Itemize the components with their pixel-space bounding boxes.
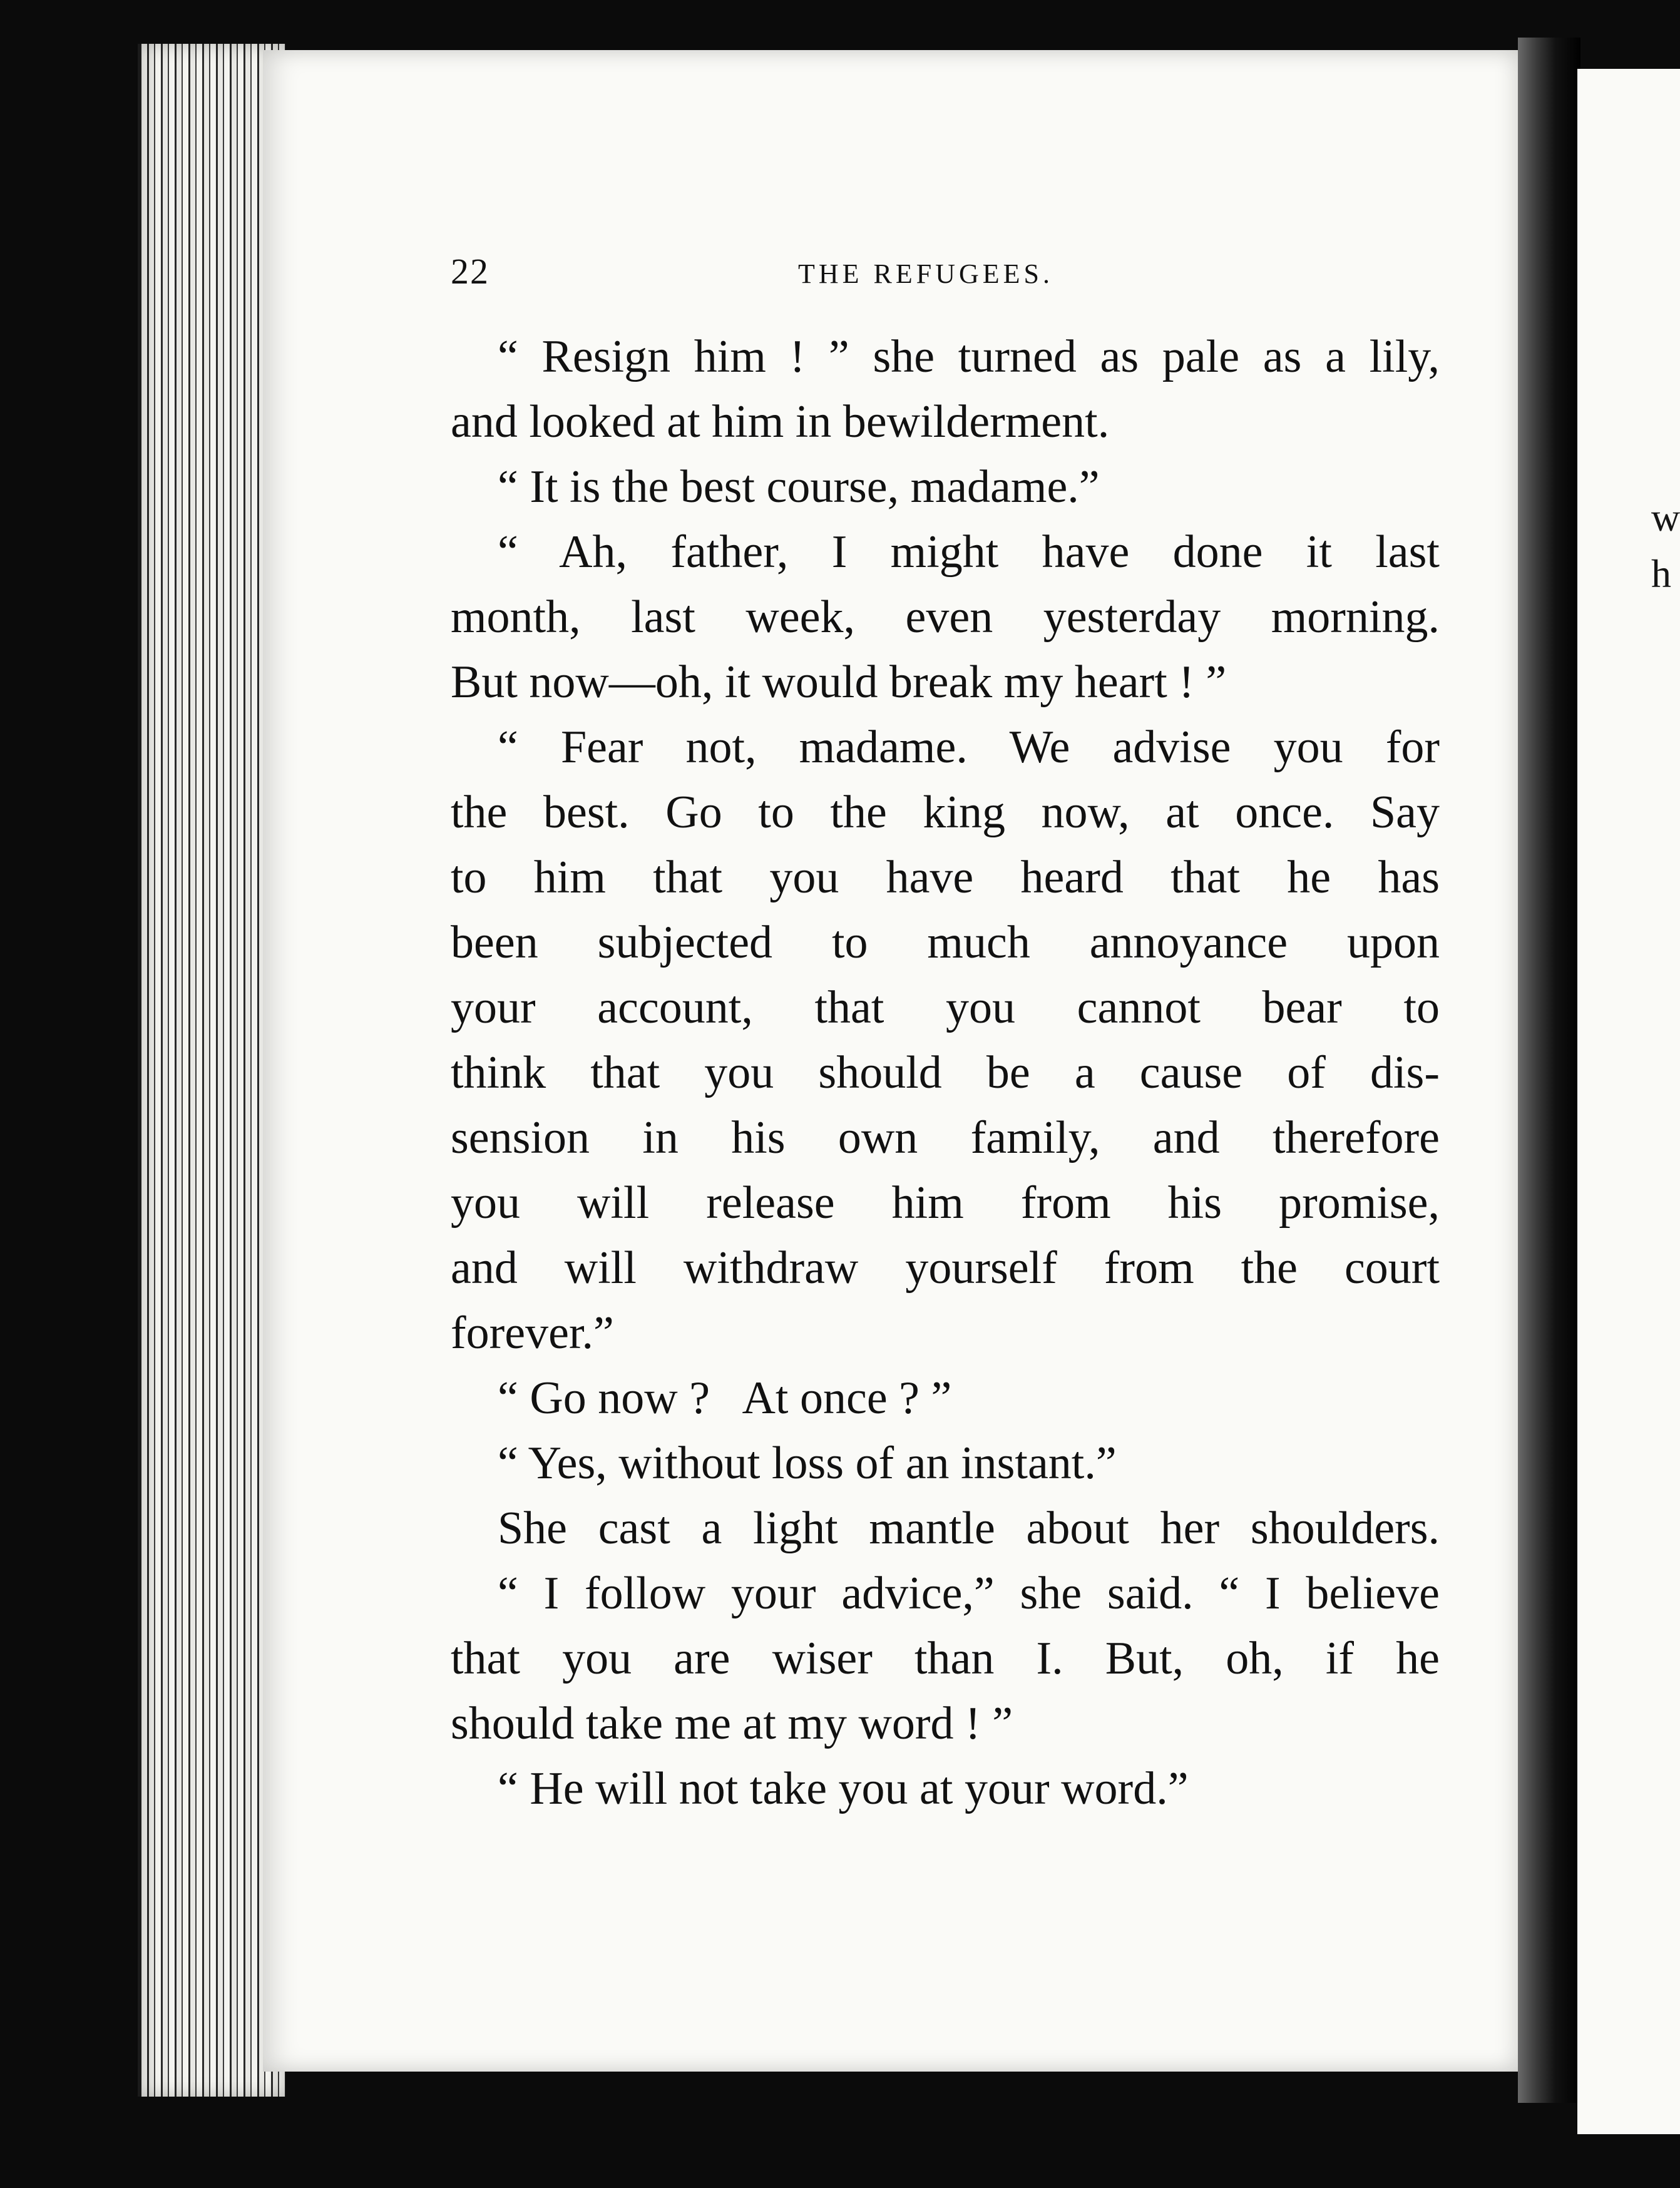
text-line: “ I follow your advice,” she said. “ I believe xyxy=(498,1568,1440,1619)
text-line: the best. Go to the king now, at once. Say xyxy=(451,787,1440,838)
text-line: and will withdraw yourself from the court xyxy=(451,1242,1440,1294)
text-line: think that you should be a cause of dis- xyxy=(451,1047,1440,1098)
text-line: month, last week, even yesterday morning. xyxy=(451,591,1440,643)
text-line: you will release him from his promise, xyxy=(451,1177,1440,1229)
facing-page-fragment: w xyxy=(1651,495,1680,539)
book-gutter xyxy=(1518,38,1580,2103)
text-line: “ Fear not, madame. We advise you for xyxy=(498,722,1440,773)
text-line: She cast a light mantle about her shoulders. xyxy=(498,1503,1440,1554)
text-line: “ Yes, without loss of an instant.” xyxy=(498,1438,1117,1489)
text-line: “ It is the best course, madame.” xyxy=(498,461,1100,513)
text-line: “ He will not take you at your word.” xyxy=(498,1763,1189,1814)
facing-page xyxy=(1577,69,1680,2134)
text-line: “ Ah, father, I might have done it last xyxy=(498,526,1440,578)
text-line: been subjected to much annoyance upon xyxy=(451,917,1440,968)
running-title: THE REFUGEES. xyxy=(798,258,1053,289)
text-line: sension in his own family, and therefore xyxy=(451,1112,1440,1163)
text-line: “ Go now ? At once ? ” xyxy=(498,1373,952,1424)
text-line: that you are wiser than I. But, oh, if he xyxy=(451,1633,1440,1684)
facing-page-fragment: h xyxy=(1651,551,1671,596)
text-line: “ Resign him ! ” she turned as pale as a lily, xyxy=(498,331,1440,382)
running-head xyxy=(451,250,1440,300)
text-line: should take me at my word ! ” xyxy=(451,1698,1013,1749)
text-line: to him that you have heard that he has xyxy=(451,852,1440,903)
text-line: and looked at him in bewilderment. xyxy=(451,396,1110,447)
text-line: But now—oh, it would break my heart ! ” xyxy=(451,657,1227,708)
page-number: 22 xyxy=(451,251,489,292)
text-line: your account, that you cannot bear to xyxy=(451,982,1440,1033)
text-line: forever.” xyxy=(451,1307,614,1359)
